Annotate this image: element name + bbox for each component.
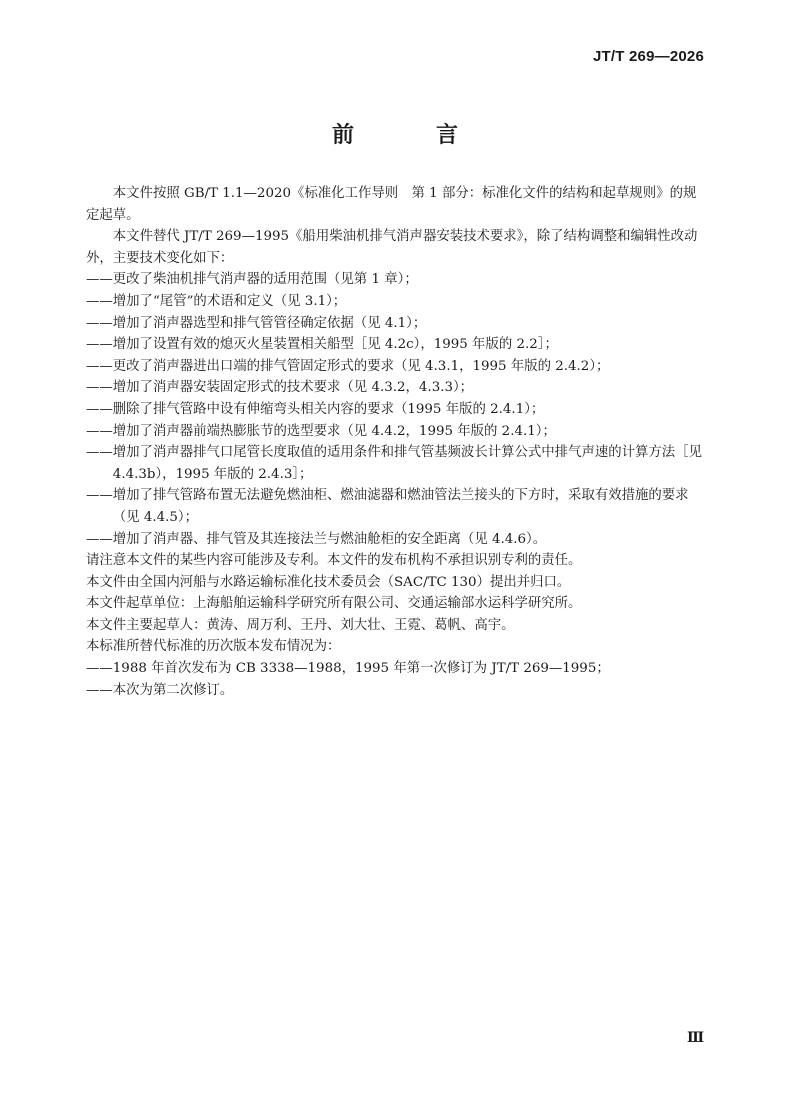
list-item: ——增加了“尾管”的术语和定义（见 3.1）； bbox=[86, 293, 347, 309]
list-item: ——更改了柴油机排气消声器的适用范围（见第 1 章）； bbox=[86, 272, 418, 288]
document-code: JT/T 269—2026 bbox=[593, 48, 704, 65]
list-item: ——增加了消声器前端热膨胀节的选型要求（见 4.4.2，1995 年版的 2.4.1）； bbox=[86, 423, 556, 439]
replacement-paragraph: 本文件替代 JT/T 269—1995《船用柴油机排气消声器安装技术要求》，除了结构调整和编辑性改动外，主要技术变化如下： bbox=[86, 229, 698, 266]
list-item: ——增加了排气管路布置无法避免燃油柜、燃油滤器和燃油管法兰接头的下方时，采取有效措施的要求（见 4.4.5）； bbox=[86, 488, 689, 525]
committee-note: 本文件由全国内河船与水路运输标准化技术委员会（SAC/TC 130）提出并归口。 bbox=[86, 574, 571, 590]
history-heading: 本标准所替代标准的历次版本发布情况为： bbox=[86, 639, 341, 655]
drafters: 本文件主要起草人：黄涛、周万利、王丹、刘大壮、王霓、葛帆、高宇。 bbox=[86, 617, 515, 633]
document-body bbox=[86, 183, 706, 701]
list-item: ——增加了消声器排气口尾管长度取值的适用条件和排气管基频波长计算公式中排气声速的计算方法［见 4.4.3b），1995 年版的 2.4.3］； bbox=[86, 445, 702, 482]
patent-note: 请注意本文件的某些内容可能涉及专利。本文件的发布机构不承担识别专利的责任。 bbox=[86, 553, 582, 569]
changes-list bbox=[86, 269, 706, 550]
page-title: 前 言 bbox=[331, 123, 488, 148]
list-item: ——增加了消声器选型和排气管管径确定依据（见 4.1）； bbox=[86, 315, 427, 331]
drafting-units: 本文件起草单位：上海船舶运输科学研究所有限公司、交通运输部水运科学研究所。 bbox=[86, 596, 582, 612]
list-item: ——本次为第二次修订。 bbox=[86, 682, 234, 698]
page-number: Ⅲ bbox=[686, 1030, 704, 1046]
list-item: ——增加了消声器安装固定形式的技术要求（见 4.3.2，4.3.3）； bbox=[86, 380, 474, 396]
list-item: ——增加了设置有效的熄灭火星装置相关船型［见 4.2c），1995 年版的 2.2］； bbox=[86, 337, 558, 353]
notes-block bbox=[86, 550, 706, 658]
intro-paragraph: 本文件按照 GB/T 1.1—2020《标准化工作导则 第 1 部分：标准化文件的结构和起草规则》的规定起草。 bbox=[86, 186, 697, 223]
history-list bbox=[86, 658, 706, 701]
list-item: ——删除了排气管路中设有伸缩弯头相关内容的要求（1995 年版的 2.4.1）； bbox=[86, 401, 545, 417]
list-item: ——增加了消声器、排气管及其连接法兰与燃油舱柜的安全距离（见 4.4.6）。 bbox=[86, 531, 547, 547]
list-item: ——更改了消声器进出口端的排气管固定形式的要求（见 4.3.1，1995 年版的 2.4.2）； bbox=[86, 358, 610, 374]
list-item: ——1988 年首次发布为 CB 3338—1988，1995 年第一次修订为 JT/T 269—1995； bbox=[86, 661, 610, 677]
